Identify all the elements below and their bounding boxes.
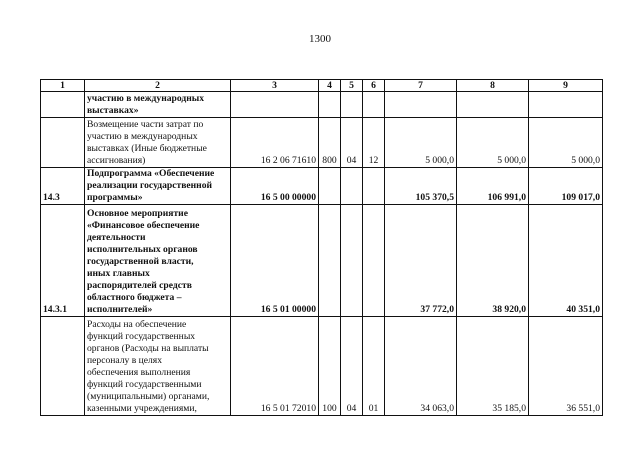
row-rz (341, 205, 363, 317)
header-cell: 1 (41, 80, 85, 92)
row-number: 14.3.1 (41, 205, 85, 317)
row-year1: 34 063,0 (385, 317, 457, 416)
header-cell: 5 (341, 80, 363, 92)
row-vr (319, 92, 341, 118)
row-pr: 01 (363, 317, 385, 416)
row-name (85, 118, 231, 168)
row-pr (363, 168, 385, 205)
row-year2: 5 000,0 (457, 118, 529, 168)
row-year3: 109 017,0 (529, 168, 603, 205)
row-year3: 40 351,0 (529, 205, 603, 317)
row-pr: 12 (363, 118, 385, 168)
row-year1: 37 772,0 (385, 205, 457, 317)
row-pr (363, 92, 385, 118)
header-cell: 6 (363, 80, 385, 92)
row-rz: 04 (341, 317, 363, 416)
header-cell: 9 (529, 80, 603, 92)
row-year2: 38 920,0 (457, 205, 529, 317)
row-year1: 5 000,0 (385, 118, 457, 168)
row-year1 (385, 92, 457, 118)
header-cell: 7 (385, 80, 457, 92)
row-year2: 35 185,0 (457, 317, 529, 416)
row-year3: 36 551,0 (529, 317, 603, 416)
row-code: 16 2 06 71610 (231, 118, 319, 168)
row-number (41, 118, 85, 168)
row-name-text: Основное мероприятие «Финансовое обеспечение деятельности исполнительных органов государственной власти, иных главных распорядителей средств областного бюджета – исполнителей» (87, 208, 200, 315)
table-row (41, 317, 603, 416)
row-year2: 106 991,0 (457, 168, 529, 205)
table-row (41, 118, 603, 168)
row-vr (319, 168, 341, 205)
row-number (41, 92, 85, 118)
table-row (41, 168, 603, 205)
row-rz (341, 92, 363, 118)
header-cell: 2 (85, 80, 231, 92)
header-cell: 8 (457, 80, 529, 92)
row-code: 16 5 00 00000 (231, 168, 319, 205)
table-row (41, 92, 603, 118)
row-number (41, 317, 85, 416)
row-rz (341, 168, 363, 205)
row-number: 14.3 (41, 168, 85, 205)
row-vr: 800 (319, 118, 341, 168)
row-name (85, 205, 231, 317)
row-name-text: участию в международных выставках» (87, 93, 205, 116)
row-year1: 105 370,5 (385, 168, 457, 205)
row-code: 16 5 01 00000 (231, 205, 319, 317)
page-number: 1300 (309, 33, 331, 45)
row-name (85, 168, 231, 205)
row-vr: 100 (319, 317, 341, 416)
row-year2 (457, 92, 529, 118)
row-vr (319, 205, 341, 317)
header-cell: 4 (319, 80, 341, 92)
row-name-text: Возмещение части затрат по участию в международных выставках (Иные бюджетные ассигнования) (87, 119, 207, 166)
table-row (41, 205, 603, 317)
row-rz: 04 (341, 118, 363, 168)
row-name (85, 92, 231, 118)
row-name-text: Расходы на обеспечение функций государственных органов (Расходы на выплаты персоналу в целях обеспечения выполнения функций государственными (муниципальными) органами, казенными учреждениями, (87, 319, 210, 414)
row-code: 16 5 01 72010 (231, 317, 319, 416)
row-code (231, 92, 319, 118)
row-year3: 5 000,0 (529, 118, 603, 168)
budget-table (40, 79, 603, 416)
header-cell: 3 (231, 80, 319, 92)
row-name (85, 317, 231, 416)
row-pr (363, 205, 385, 317)
table-header-row (41, 80, 603, 92)
row-name-text: Подпрограмма «Обеспечение реализации государственной программы» (87, 168, 215, 203)
row-year3 (529, 92, 603, 118)
